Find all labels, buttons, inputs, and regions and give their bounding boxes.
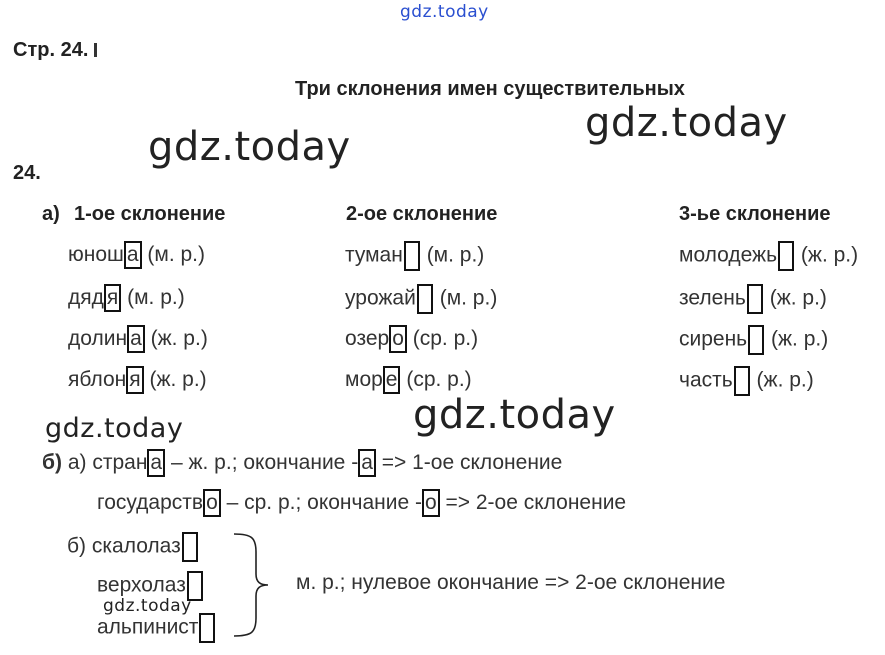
sub-a-label: а) xyxy=(67,451,87,474)
watermark-4: gdz.today xyxy=(45,413,184,444)
part-a-label: а) xyxy=(42,203,60,225)
watermark-2: gdz.today xyxy=(585,100,788,146)
page-reference: Стр. 24. xyxy=(13,39,97,62)
ending-box: е xyxy=(383,366,401,394)
col3-row: зелень (ж. р.) xyxy=(679,284,827,314)
curly-brace xyxy=(232,530,272,640)
col3-row: часть (ж. р.) xyxy=(679,366,814,396)
col3-row: молодежь (ж. р.) xyxy=(679,241,858,271)
empty-ending-box xyxy=(404,241,420,271)
col2-row: озер о (ср. р.) xyxy=(345,325,478,353)
ending-box: а xyxy=(127,325,145,353)
col3-header: 3-ье склонение xyxy=(679,203,831,225)
empty-ending-box xyxy=(734,366,750,396)
col2-header: 2-ое склонение xyxy=(346,203,498,225)
part-b-label: б) xyxy=(42,451,62,474)
watermark-top: gdz.today xyxy=(400,2,489,22)
part-b-word-1: б) скалолаз xyxy=(67,532,199,562)
ending-box: а xyxy=(147,449,165,477)
ending-box: о xyxy=(422,489,440,517)
page-title: Три склонения имен существительных xyxy=(295,78,685,100)
ending-box: а xyxy=(358,449,376,477)
col2-row: туман (м. р.) xyxy=(345,241,484,271)
empty-ending-box xyxy=(187,571,203,601)
watermark-3: gdz.today xyxy=(413,392,616,438)
col3-row: сирень (ж. р.) xyxy=(679,325,828,355)
empty-ending-box xyxy=(747,284,763,314)
watermark-1: gdz.today xyxy=(148,124,351,170)
part-b-line-1: б) а) стран а – ж. р.; окончание - а => 1-ое склонение xyxy=(42,449,562,477)
brace-conclusion: м. р.; нулевое окончание => 2-ое склонение xyxy=(296,571,726,594)
empty-ending-box xyxy=(417,284,433,314)
part-b-line-2: государств о – ср. р.; окончание - о => 2-ое склонение xyxy=(97,489,626,517)
ending-box: о xyxy=(389,325,407,353)
empty-ending-box xyxy=(778,241,794,271)
ending-box: я xyxy=(104,284,121,312)
col1-row: долин а (ж. р.) xyxy=(68,325,208,353)
part-b-word-3: альпинист xyxy=(97,613,216,643)
empty-ending-box xyxy=(748,325,764,355)
exercise-number: 24. xyxy=(13,162,41,184)
ending-box: о xyxy=(203,489,221,517)
empty-ending-box xyxy=(182,532,198,562)
ending-box: а xyxy=(124,241,142,269)
ending-box: я xyxy=(126,366,143,394)
col1-row: дяд я (м. р.) xyxy=(68,284,185,312)
col1-row: яблон я (ж. р.) xyxy=(68,366,207,394)
empty-ending-box xyxy=(199,613,215,643)
col2-row: урожай (м. р.) xyxy=(345,284,497,314)
col1-header: 1-ое склонение xyxy=(74,203,226,225)
col2-row: мор е (ср. р.) xyxy=(345,366,472,394)
watermark-5: gdz.today xyxy=(103,596,192,616)
part-b-word-2: верхолаз xyxy=(97,571,204,601)
sub-b-label: б) xyxy=(67,534,87,558)
col1-row: юнош а (м. р.) xyxy=(68,241,205,269)
